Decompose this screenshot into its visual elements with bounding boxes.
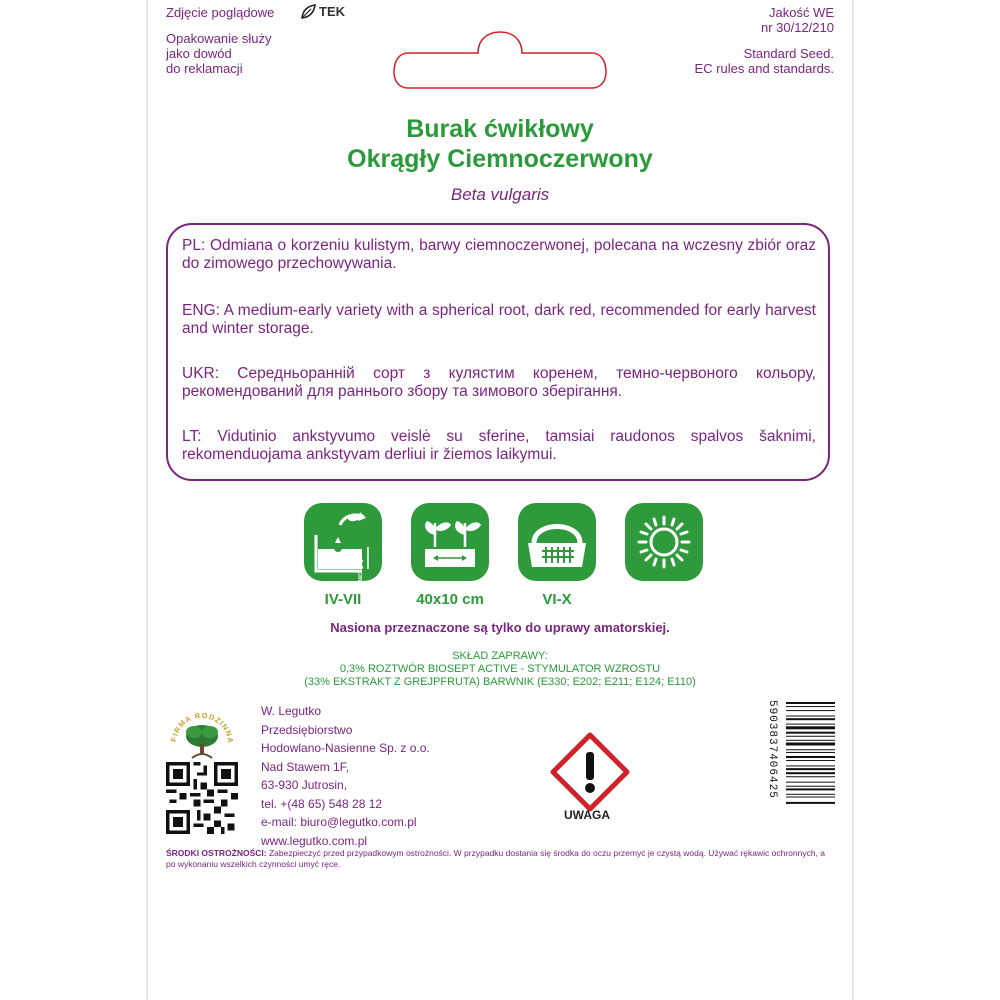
company-city: 63-930 Jutrosin, [261,778,348,792]
product-title-line2: Okrągły Ciemnoczerwony [347,145,653,173]
qr-code[interactable] [166,762,238,834]
barcode-bar [786,724,835,725]
barcode-bar [786,732,835,734]
barcode-bar [786,706,835,707]
barcode-bar [786,702,835,704]
barcode-bar [786,768,835,770]
quality-note-2: nr 30/12/210 [760,20,834,35]
barcode-bar [786,752,835,753]
barcode-bar [786,794,835,795]
company-website[interactable]: www.legutko.com.pl [261,833,368,848]
barcode-bar [786,710,835,711]
barcode [770,700,835,835]
company-name: W. Legutko [261,704,322,718]
barcode-bar [786,749,835,750]
composition-heading: SKŁAD ZAPRAWY: [452,650,548,662]
header-left-notes [166,5,274,76]
description-ukr: UKR: Середньоранній сорт з кулястим коренем, темно-червоного кольору, рекомендований для раннього збору та зимового зберігання. [182,365,816,400]
family-company-logo [166,700,238,760]
company-phone: tel. +(48 65) 548 28 12 [261,796,383,811]
description-lt: LT: Vidutinio ankstyvumo veislė su sferine, tamsiai raudonos spalvos šaknimi, rekomenduojama ankstyvam derliui ir žiemos laikymui. [182,428,816,463]
svg-text:FIRMA RODZINNA: FIRMA RODZINNA [169,710,236,745]
spacing-label: 40x10 cm [416,591,484,608]
barcode-bar [786,788,835,790]
latin-name: Beta vulgaris [450,185,550,204]
company-line-3: Hodowlano-Nasienne Sp. z o.o. [261,741,430,755]
barcode-bar [786,736,835,737]
photo-note: Zdjęcie poglądowe [166,5,275,20]
header-right-notes [695,5,834,76]
amateur-notice: Nasiona przeznaczone są tylko do uprawy amatorskiej. [330,620,670,635]
barcode-bar [786,786,835,787]
company-line-2: Przedsiębiorstwo [261,722,353,737]
hazard-label: UWAGA [564,808,610,822]
caution-body: Zabezpieczyć przed przypadkowym ostrożności. W przypadku dostania się środka do oczu przemyć je czystą wodą. Używać rękawic ochronnych, a po wykonaniu wszelkich czynności umyć ręce. [166,848,825,869]
description-box [166,223,830,481]
barcode-bar [786,772,835,774]
sowing-period-label: IV-VII [324,591,362,608]
product-title [0,114,1000,174]
composition-block [0,650,1000,689]
caution-heading: ŚRODKI OSTROŻNOŚCI: [166,848,267,858]
quality-note-1: Jakość WE [768,5,834,20]
company-email[interactable]: e-mail: biuro@legutko.com.pl [261,815,417,829]
harvest-period-label: VI-X [542,591,572,608]
company-street: Nad Stawem 1F, [261,759,350,774]
barcode-bar [786,740,835,741]
plant-spacing-icon [411,503,489,581]
description-eng: ENG: A medium-early variety with a spherical root, dark red, recommended for early harvest and winter storage. [182,302,816,337]
barcode-bar [786,802,835,804]
barcode-bar [786,718,835,720]
sowing-depth-label: 2-3 cm [356,559,363,582]
package-note-2: jako dowód [166,46,232,61]
barcode-number: 5903837406425 [766,700,778,799]
composition-line2: (33% EKSTRAKT Z GREJPFRUTA) BARWNIK (E330; E202; E211; E124; E110) [304,676,696,688]
package-note-1: Opakowanie służy [166,31,272,46]
barcode-bar [786,776,835,777]
company-address [261,702,430,850]
harvest-basket-icon [518,503,596,581]
barcode-bar [786,760,835,761]
barcode-bar [786,716,835,717]
description-pl: PL: Odmiana o korzeniu kulistym, barwy ciemnoczerwonej, polecana na wczesny zbiór oraz do zimowego przechowywania. [182,237,816,272]
caution-text [166,848,834,870]
standard-note-1: Standard Seed. [743,46,834,61]
composition-line1: 0,3% ROZTWÓR BIOSEPT ACTIVE - STYMULATOR WZROSTU [339,663,661,675]
barcode-bar [786,765,835,766]
package-note-3: do reklamacji [166,61,243,76]
tek-badge [300,4,345,19]
barcode-bar [786,743,835,746]
header-right-spacer [695,35,834,46]
leaf-icon [300,4,316,19]
sun-icon [625,503,703,581]
barcode-bar [786,797,835,798]
barcode-bar [786,782,835,783]
header-left-spacer [166,20,274,31]
tek-label: TEK [319,4,345,19]
product-title-line1: Burak ćwikłowy [406,115,594,143]
standard-note-2: EC rules and standards. [694,61,834,76]
barcode-bar [786,726,835,729]
hang-hole-outline [392,30,608,92]
exclamation-hazard-icon [550,732,630,812]
barcode-bar [786,756,835,758]
sowing-depth-icon [304,503,382,581]
